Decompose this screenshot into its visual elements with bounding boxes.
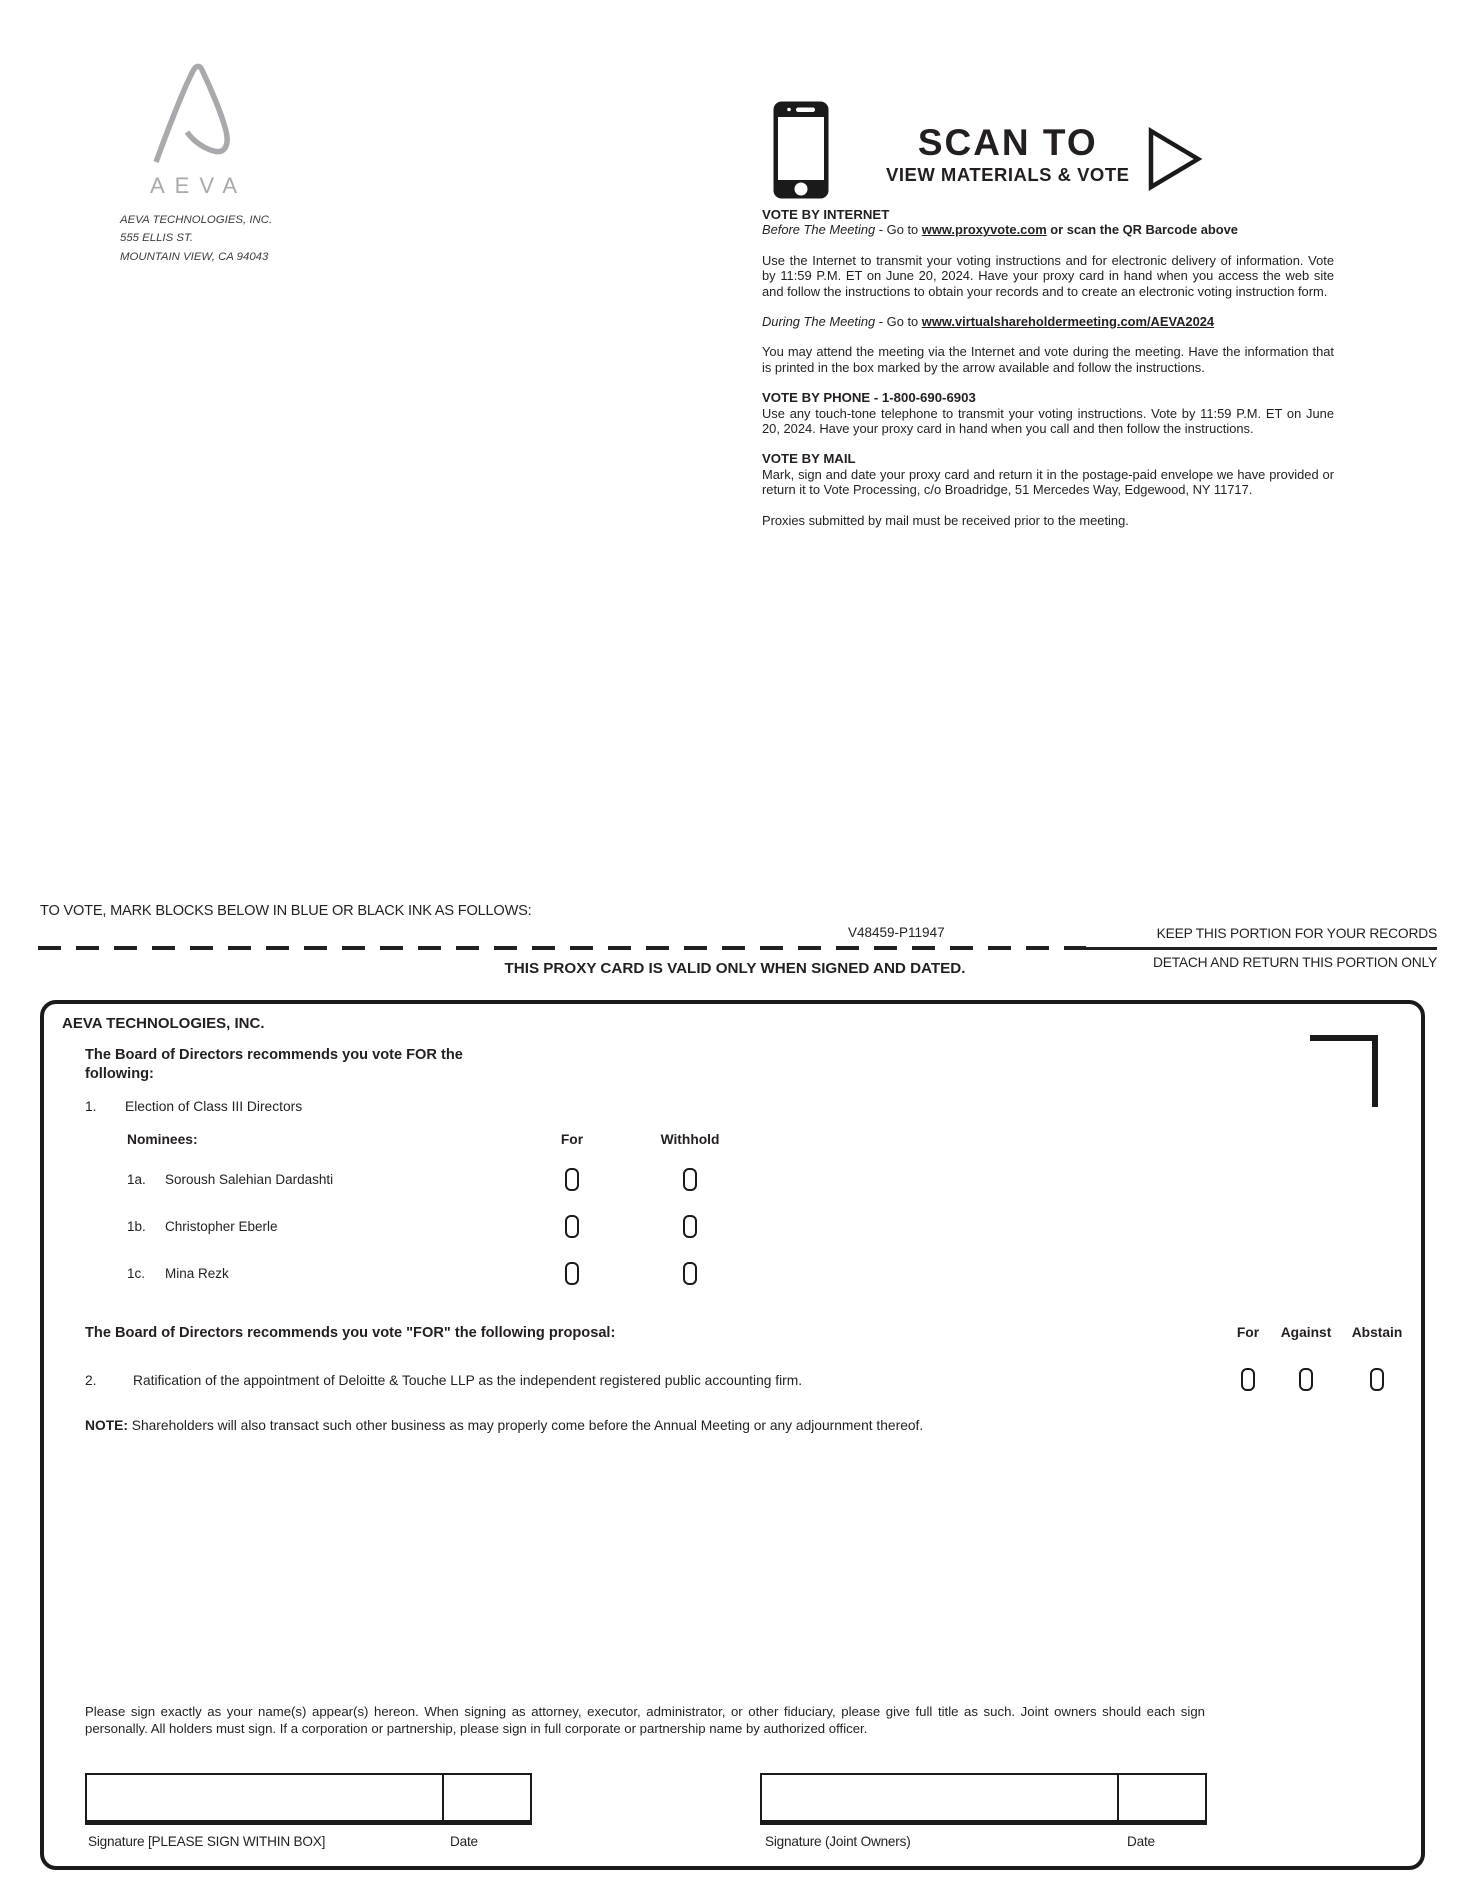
signature-box-1[interactable]: [87, 1775, 442, 1820]
detach-return-note: DETACH AND RETURN THIS PORTION ONLY: [1152, 955, 1437, 970]
virtual-meeting-link[interactable]: www.virtualshareholdermeeting.com/AEVA2024: [921, 314, 1215, 330]
scan-title: SCAN TO: [917, 122, 1098, 163]
control-number: V48459-P11947: [848, 925, 945, 940]
before-meeting-mid: - Go to: [875, 222, 922, 238]
checkbox-2-for[interactable]: [1241, 1368, 1255, 1391]
nominee-name: Christopher Eberle: [165, 1219, 278, 1234]
date-label-1: Date: [450, 1834, 478, 1849]
smartphone-icon: [772, 100, 830, 200]
col-header-abstain: Abstain: [1351, 1325, 1403, 1340]
voting-instructions: [762, 207, 1334, 528]
phone-instructions: Use any touch-tone telephone to transmit your voting instructions. Vote by 11:59 P.M. ET on June 20, 2024. Have your proxy card in hand when you call and then follow the instructions.: [762, 405, 1334, 437]
checkbox-1c-withhold[interactable]: [683, 1262, 697, 1285]
proxy-card: [40, 1000, 1425, 1870]
checkbox-1a-for[interactable]: [565, 1168, 579, 1191]
before-meeting-line: [762, 222, 1334, 237]
col-header-for-2: For: [1236, 1325, 1260, 1340]
checkbox-1c-for[interactable]: [565, 1262, 579, 1285]
item-1-number: 1.: [85, 1099, 97, 1114]
address-line-3: MOUNTAIN VIEW, CA 94043: [120, 250, 269, 263]
signature-box-group-2: [760, 1773, 1207, 1825]
signature-box-group-1: [85, 1773, 532, 1825]
to-vote-instruction: TO VOTE, MARK BLOCKS BELOW IN BLUE OR BLACK INK AS FOLLOWS:: [40, 903, 532, 919]
nominee-number: 1c.: [127, 1266, 146, 1281]
item-2-text: Ratification of the appointment of Deloitte & Touche LLP as the independent registered public accounting firm.: [133, 1373, 803, 1388]
corner-mark: [1310, 1035, 1378, 1107]
checkbox-1b-withhold[interactable]: [683, 1215, 697, 1238]
keep-records-rule: [1086, 947, 1437, 950]
nominee-number: 1a.: [127, 1172, 146, 1187]
aeva-logo-icon: [148, 62, 248, 166]
signature-label-1: Signature [PLEASE SIGN WITHIN BOX]: [88, 1834, 326, 1849]
signature-label-2: Signature (Joint Owners): [765, 1834, 911, 1849]
checkbox-2-abstain[interactable]: [1370, 1368, 1384, 1391]
during-meeting-label: During The Meeting: [762, 314, 876, 330]
col-header-withhold: Withhold: [660, 1132, 720, 1147]
sign-instructions: Please sign exactly as your name(s) appear(s) hereon. When signing as attorney, executor, administrator, or other fiduciary, please give full title as such. Joint owners should each sign personally. All holders must sign. If a corporation or partnership, please sign in full corporate or partnership name by authorized officer.: [85, 1704, 1205, 1736]
valid-when-signed-note: THIS PROXY CARD IS VALID ONLY WHEN SIGNED AND DATED.: [504, 960, 966, 977]
item-1-title: Election of Class III Directors: [125, 1099, 303, 1114]
col-header-for: For: [560, 1132, 584, 1147]
mail-instructions: Mark, sign and date your proxy card and return it in the postage-paid envelope we have provided or return it to Vote Processing, c/o Broadridge, 51 Mercedes Way, Edgewood, NY 11717.: [762, 466, 1334, 498]
date-box-2[interactable]: [1117, 1775, 1205, 1820]
note-line: [85, 1418, 1415, 1433]
internet-instructions: Use the Internet to transmit your voting instructions and for electronic delivery of information. Vote by 11:59 P.M. ET on June 20, 2024. Have your proxy card in hand when you access the web site and follow the instructions to obtain your records and to create an electronic voting instruction form.: [762, 252, 1334, 299]
date-label-2: Date: [1127, 1834, 1155, 1849]
nominee-name: Mina Rezk: [165, 1266, 229, 1281]
company-address: [120, 211, 272, 266]
nominee-number: 1b.: [127, 1219, 146, 1234]
vote-by-internet-heading: VOTE BY INTERNET: [762, 207, 890, 222]
nominees-label: Nominees:: [127, 1132, 198, 1147]
scan-banner: [772, 100, 1332, 200]
keep-records-note: KEEP THIS PORTION FOR YOUR RECORDS: [1156, 926, 1437, 941]
checkbox-1a-withhold[interactable]: [683, 1168, 697, 1191]
before-meeting-tail: or scan the QR Barcode above: [1046, 222, 1238, 238]
vote-by-mail-heading: VOTE BY MAIL: [762, 451, 856, 467]
col-header-against: Against: [1280, 1325, 1332, 1340]
note-text: Shareholders will also transact such other business as may properly come before the Annual Meeting or any adjournment thereof.: [127, 1418, 924, 1433]
date-box-1[interactable]: [442, 1775, 530, 1820]
signature-box-2[interactable]: [762, 1775, 1117, 1820]
card-company-name: AEVA TECHNOLOGIES, INC.: [62, 1015, 265, 1032]
recommendation-2: The Board of Directors recommends you vote "FOR" the following proposal:: [85, 1325, 616, 1341]
perforation-line: [38, 946, 1086, 950]
brand-wordmark: AEVA: [150, 173, 248, 198]
checkbox-1b-for[interactable]: [565, 1215, 579, 1238]
during-meeting-line: [762, 314, 1334, 329]
company-logo-block: [120, 62, 272, 266]
address-line-2: 555 ELLIS ST.: [120, 232, 194, 245]
proxyvote-link[interactable]: www.proxyvote.com: [921, 222, 1047, 238]
scan-subtitle: VIEW MATERIALS & VOTE: [886, 164, 1130, 185]
attend-instructions: You may attend the meeting via the Internet and vote during the meeting. Have the information that is printed in the box marked by the arrow available and follow the instructions.: [762, 344, 1334, 375]
before-meeting-label: Before The Meeting: [762, 222, 876, 238]
arrow-right-icon: [1147, 126, 1203, 192]
nominee-name: Soroush Salehian Dardashti: [165, 1172, 334, 1187]
during-meeting-mid: - Go to: [875, 314, 922, 330]
note-label: NOTE:: [85, 1418, 128, 1433]
address-line-1: AEVA TECHNOLOGIES, INC.: [120, 214, 273, 226]
checkbox-2-against[interactable]: [1299, 1368, 1313, 1391]
item-2-number: 2.: [85, 1373, 97, 1388]
mail-footer-note: Proxies submitted by mail must be received prior to the meeting.: [762, 512, 1129, 528]
recommendation-1: The Board of Directors recommends you vote FOR the following:: [85, 1047, 463, 1082]
vote-by-phone-heading: VOTE BY PHONE - 1-800-690-6903: [762, 390, 976, 406]
